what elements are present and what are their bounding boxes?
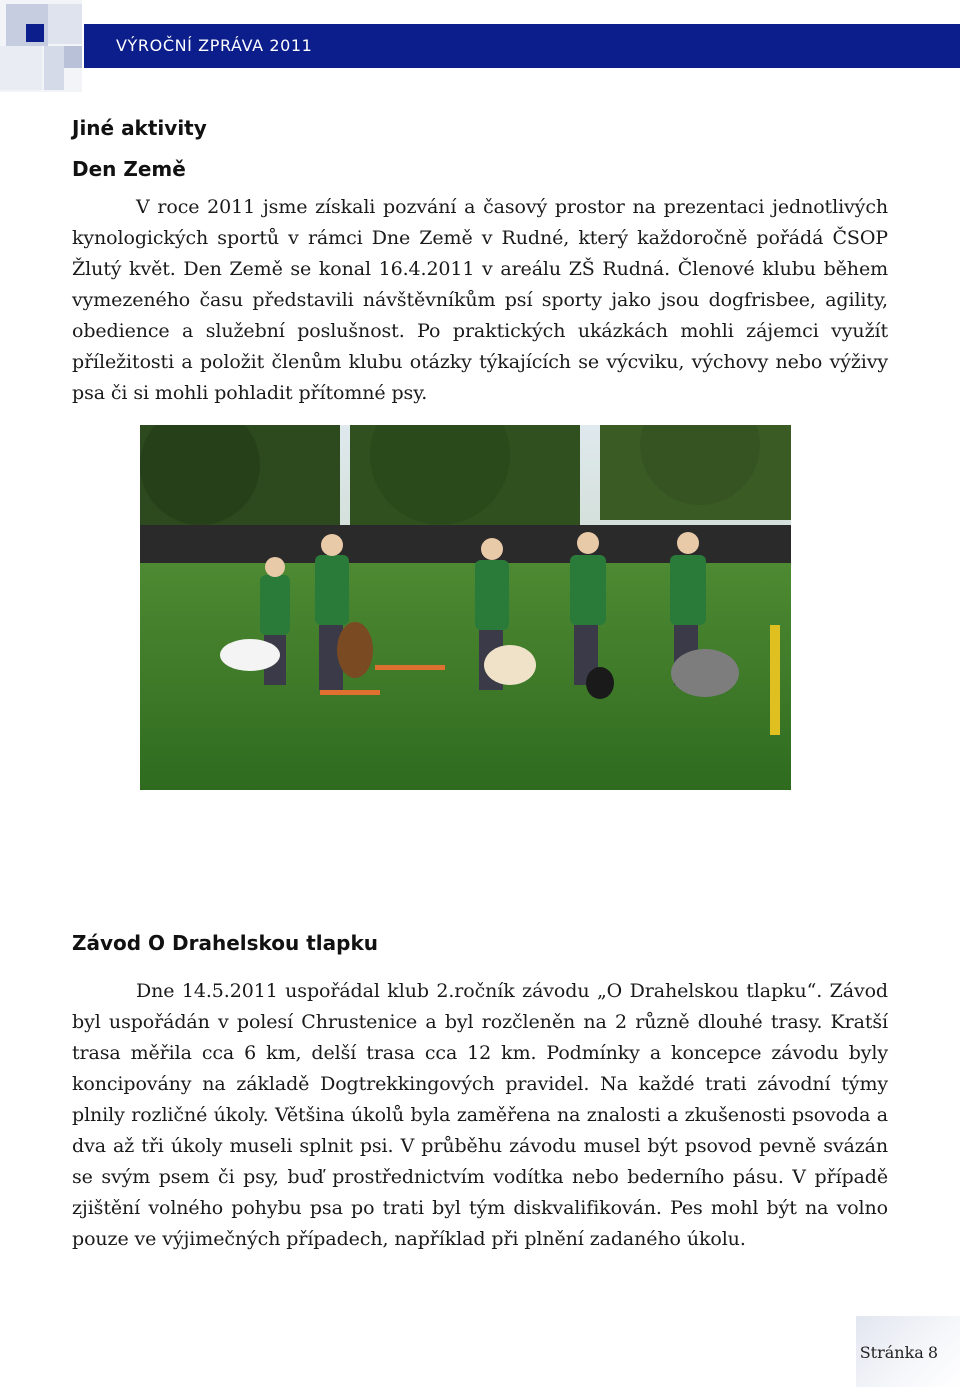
page-label: Stránka (859, 1343, 924, 1362)
subsection-heading-earth-day: Den Země (72, 157, 186, 181)
race-paragraph: Dne 14.5.2011 uspořádal klub 2.ročník závodu „O Drahelskou tlapku“. Závod byl uspořádán v polesí Chrustenice a byl rozčleněn na 2 různě dlouhé trasy. Kratší trasa měřila cca 6 km, delší trasa cca 12 km. Podmínky a koncepce závodu byly koncipovány na základě Dogtrekkingových pravidel. Na každé trati závodní týmy plnily rozličné úkoly. Většina úkolů byla zaměřena na znalosti a zkušenosti psovoda a dva až tři úkoly museli splnit psi. V průběhu závodu musel být psovod pevně svázán se svým psem či psy, buď prostřednictvím vodítka nebo bederního pásu. V případě zjištění volného pohybu psa po trati byl tým diskvalifikován. Pes mohl být na volno pouze ve výjimečných případech, například při plnění zadaného úkolu. (72, 980, 888, 1250)
page-number-label (856, 1343, 938, 1362)
header-decor-square (0, 46, 42, 90)
header-decor-square (48, 4, 82, 44)
page-number: 8 (927, 1343, 938, 1362)
event-photo (140, 425, 791, 790)
header-decor-square (44, 46, 64, 90)
section-heading-other-activities: Jiné aktivity (72, 116, 207, 140)
event-photo-illustration (140, 425, 791, 790)
header-decor-square (64, 46, 82, 68)
earth-day-paragraph: V roce 2011 jsme získali pozvání a časový prostor na prezentaci jednotlivých kynologických sportů v rámci Dne Země v Rudné, který každoročně pořádá ČSOP Žlutý květ. Den Země se konal 16.4.2011 v areálu ZŠ Rudná. Členové klubu během vymezeného času představili návštěvníkům psí sporty jako jsou dogfrisbee, agility, obedience a služební poslušnost. Po praktických ukázkách mohli zájemci využít příležitosti a položit členům klubu otázky týkajících se výcviku, výchovy nebo výživy psa či si mohli pohladit přítomné psy. (72, 196, 888, 404)
header-title: VÝROČNÍ ZPRÁVA 2011 (116, 36, 313, 55)
header-decor-square (26, 24, 44, 42)
subsection-heading-race: Závod O Drahelskou tlapku (72, 931, 379, 955)
